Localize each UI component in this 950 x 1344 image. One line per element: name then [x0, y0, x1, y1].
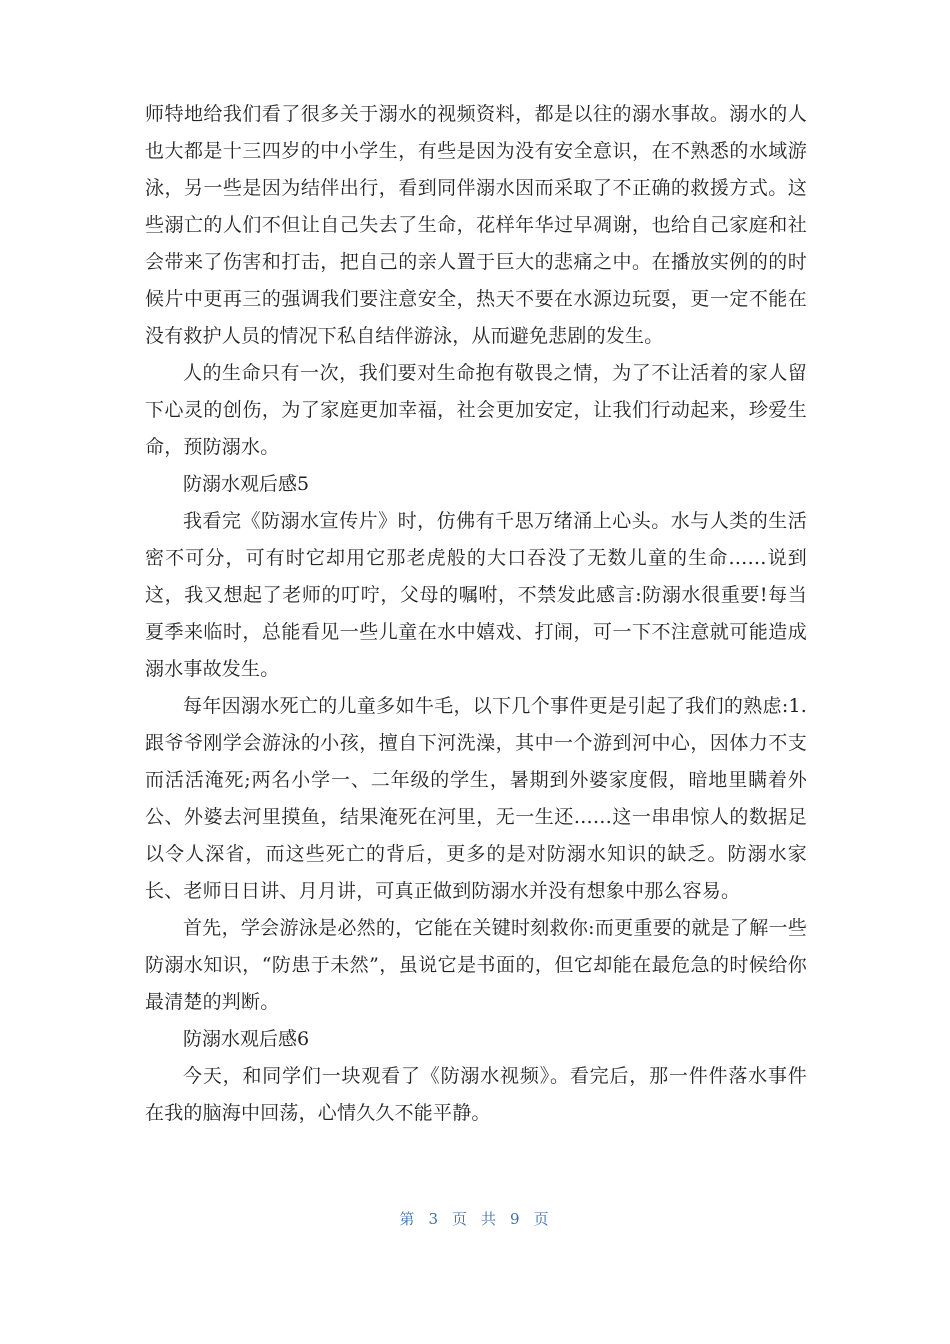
total-page-count: 9 — [510, 1210, 522, 1228]
paragraph: 人的生命只有一次，我们要对生命抱有敬畏之情，为了不让活着的家人留下心灵的创伤，为了家庭更加幸福，社会更加安定，让我们行动起来，珍爱生命，预防溺水。 — [145, 362, 807, 458]
paragraph: 每年因溺水死亡的儿童多如牛毛，以下几个事件更是引起了我们的熟虑:1.跟爷爷刚学会游泳的小孩，擅自下河洗澡，其中一个游到河中心，因体力不支而活活淹死;两名小学一、二年级的学生，暑期到外婆家度假，暗地里瞒着外公、外婆去河里摸鱼，结果淹死在河里，无一生还……这一串串惊人的数据足以令人深省，而这些死亡的背后，更多的是对防溺水知识的缺乏。防溺水家长、老师日日讲、月月讲，可真正做到防溺水并没有想象中那么容易。 — [145, 695, 807, 902]
paragraph: 我看完《防溺水宣传片》时，仿佛有千思万绪涌上心头。水与人类的生活密不可分，可有时它却用它那老虎般的大口吞没了无数儿童的生命……说到这，我又想起了老师的叮咛，父母的嘱咐，不禁发此感言:防溺水很重要!每当夏季来临时，总能看见一些儿童在水中嬉戏、打闹，可一下不注意就可能造成溺水事故发生。 — [145, 510, 807, 680]
current-page-number: 3 — [428, 1210, 440, 1228]
paragraph: 首先，学会游泳是必然的，它能在关键时刻救你:而更重要的就是了解一些防溺水知识，“防患于未然”，虽说它是书面的，但它却能在最危急的时候给你最清楚的判断。 — [145, 917, 807, 1013]
page-footer — [0, 1208, 950, 1229]
footer-word: 页 — [533, 1210, 551, 1228]
footer-word: 页 — [451, 1210, 469, 1228]
footer-word: 第 — [399, 1210, 417, 1228]
section-heading: 防溺水观后感6 — [183, 1028, 310, 1050]
paragraph: 今天，和同学们一块观看了《防溺水视频》。看完后，那一件件落水事件在我的脑海中回荡，心情久久不能平静。 — [145, 1065, 807, 1124]
section-heading: 防溺水观后感5 — [183, 473, 310, 495]
paragraph: 师特地给我们看了很多关于溺水的视频资料，都是以往的溺水事故。溺水的人也大都是十三四岁的中小学生，有些是因为没有安全意识，在不熟悉的水域游泳，另一些是因为结伴出行，看到同伴溺水因而采取了不正确的救援方式。这些溺亡的人们不但让自己失去了生命，花样年华过早凋谢，也给自己家庭和社会带来了伤害和打击，把自己的亲人置于巨大的悲痛之中。在播放实例的的时候片中更再三的强调我们要注意安全，热天不要在水源边玩耍，更一定不能在没有救护人员的情况下私自结伴游泳，从而避免悲剧的发生。 — [145, 103, 807, 347]
document-body — [145, 96, 807, 1132]
footer-word: 共 — [481, 1210, 499, 1228]
